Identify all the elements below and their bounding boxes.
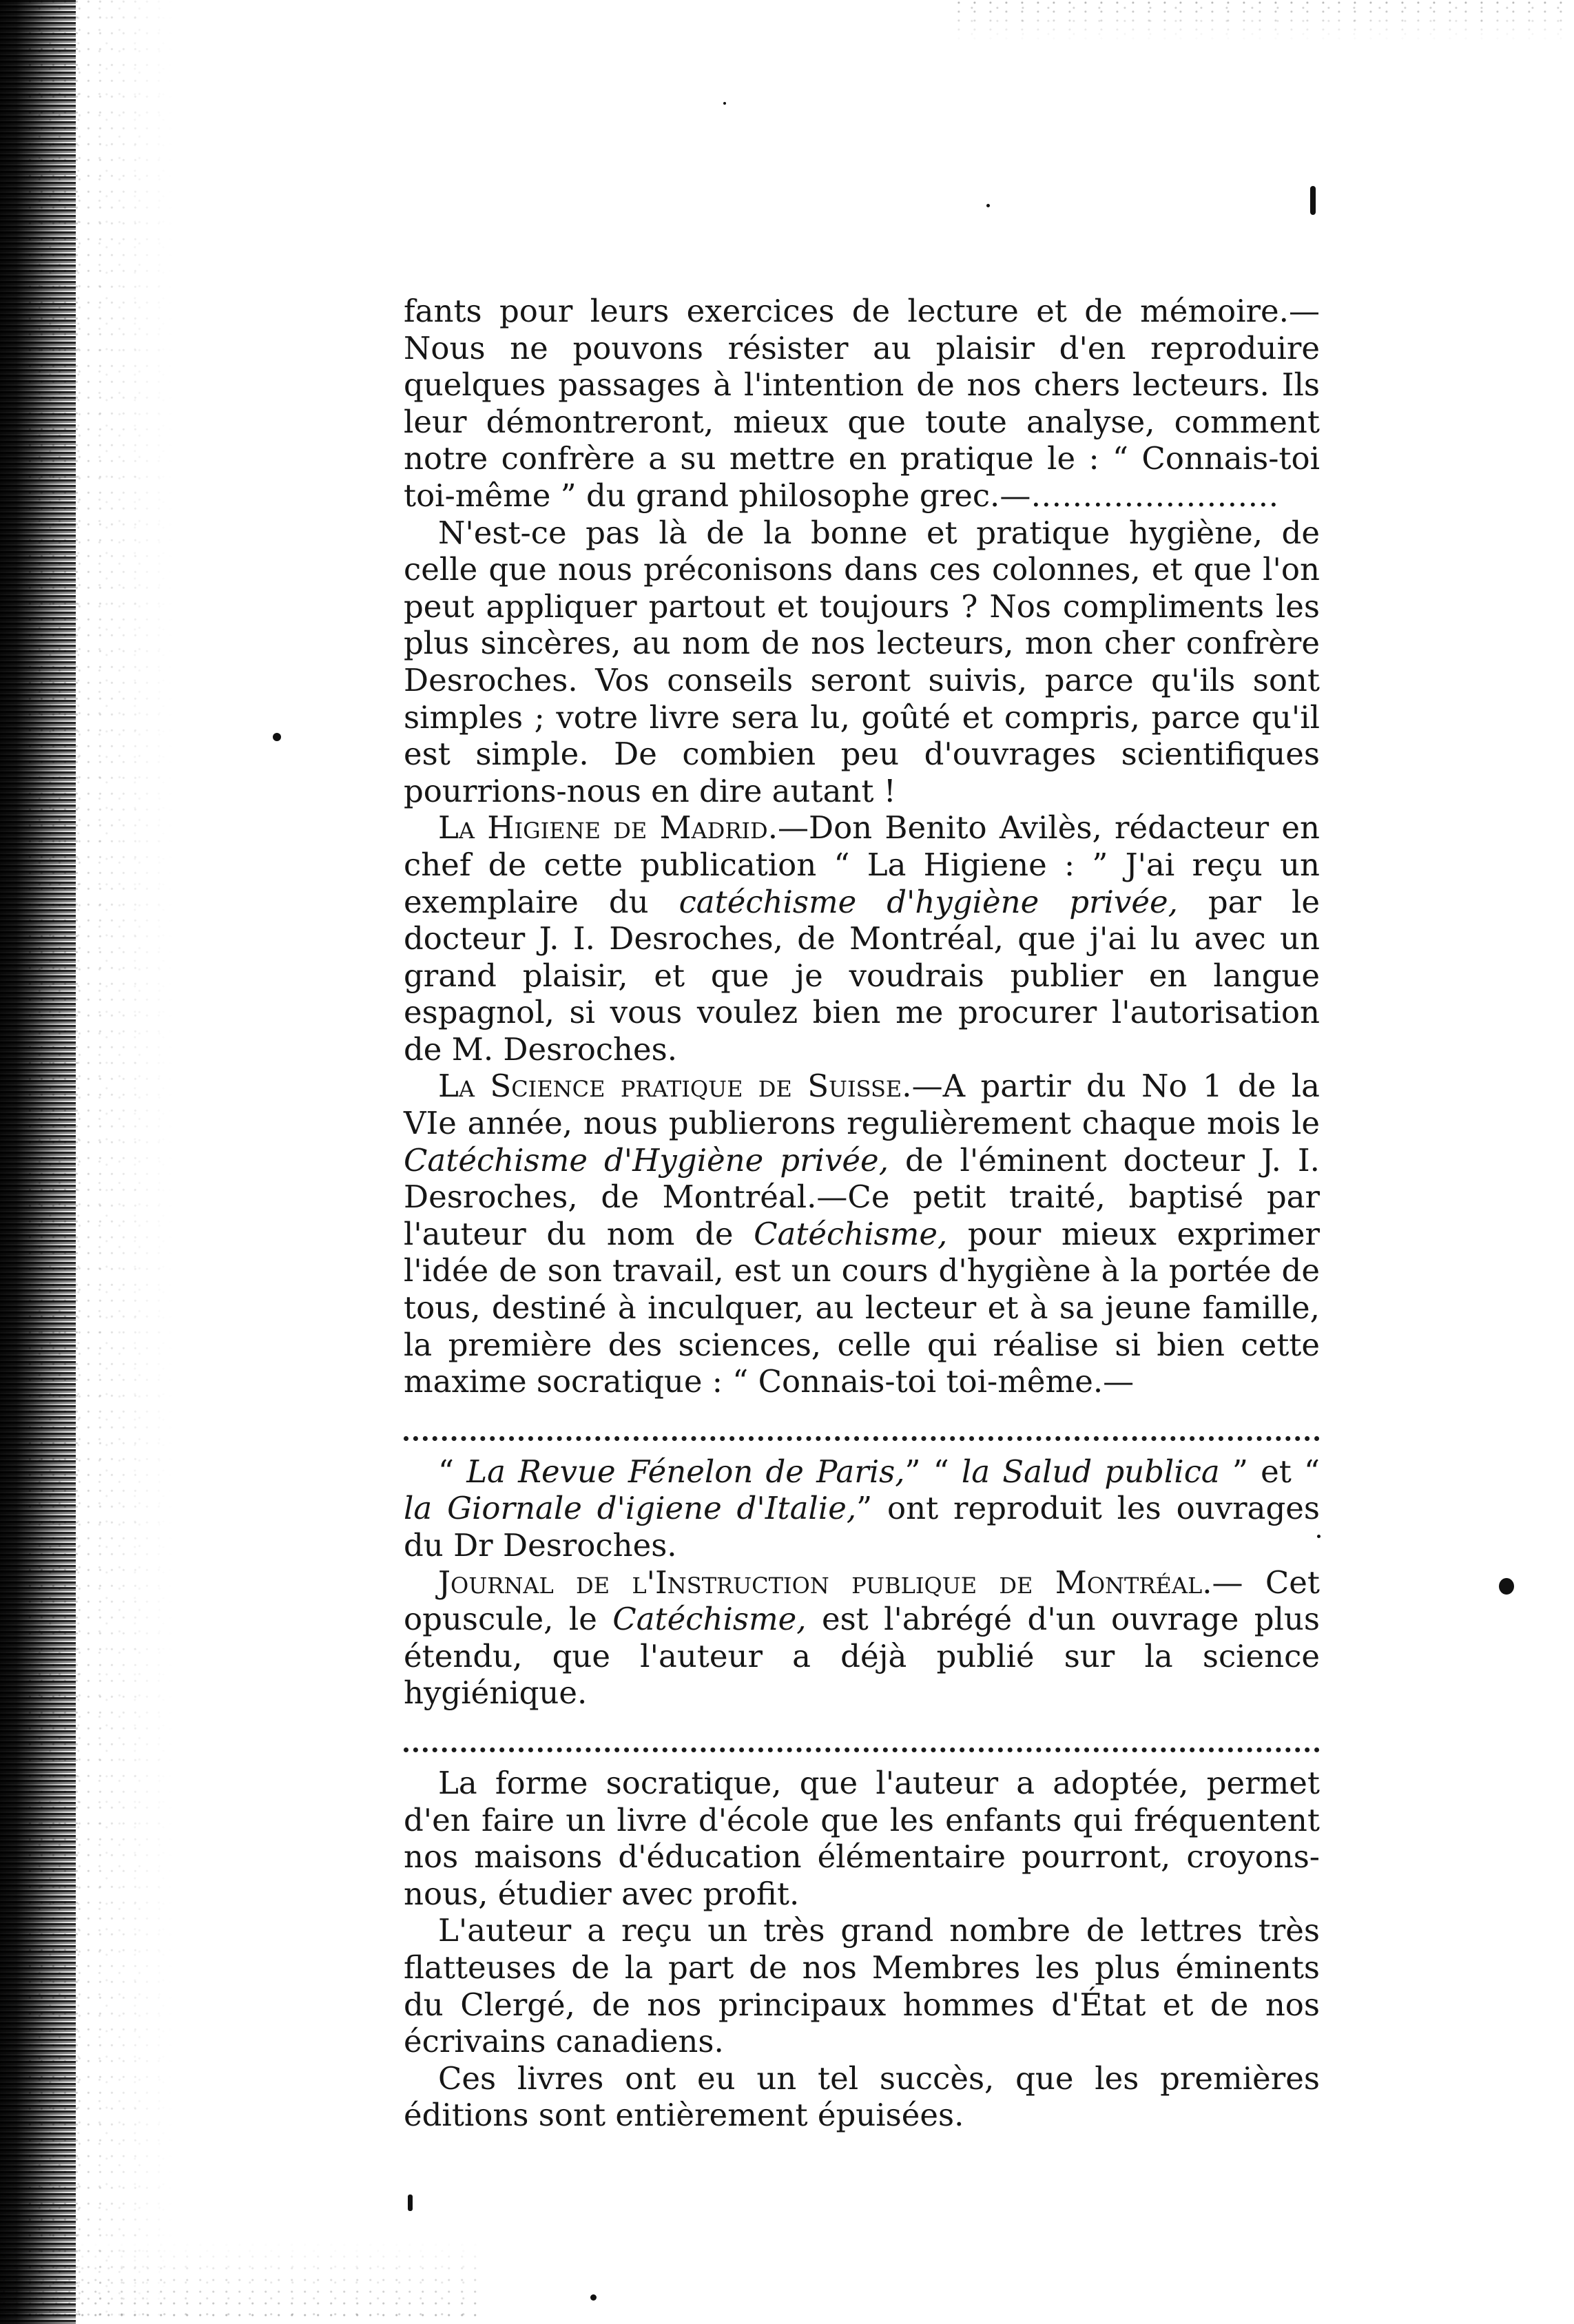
paragraph-text: fants pour leurs exercices de lecture et de mémoire.—Nous ne pouvons résister au plaisir d'en reproduire quelques passages à l'intention de nos chers lecteurs. Ils leur démontreront, mieux que toute analyse, comment notre confrère a su mettre en pratique le : “ Connais-toi toi-même ” du grand philosophe grec.—……………………	[404, 293, 1320, 514]
paragraph-text: de l'éminent docteur J. I. Desroches, de Montréal.—Ce petit traité, baptisé par l'auteur du nom de	[404, 1141, 1320, 1252]
publication-title: la Giornale d'igiene d'Italie,	[404, 1490, 857, 1527]
paragraph-text: par le docteur J. I. Desroches, de Montréal, que j'ai lu avec un grand plaisir, et que je voudrais publier en langue espagnol, si vous voulez bien me procurer l'autorisation de M. Desroches.	[404, 883, 1320, 1068]
publication-title: la Salud publica	[961, 1453, 1220, 1490]
ink-speck	[590, 2294, 597, 2301]
paragraph-lettres	[404, 1912, 1320, 2060]
ink-mark	[408, 2195, 413, 2211]
paragraph-succes	[404, 2060, 1320, 2134]
paragraph-text: ” et “	[1219, 1453, 1321, 1490]
paragraph-journal-instruction	[404, 1564, 1320, 1712]
source-heading: La Higiene de Madrid.	[438, 809, 778, 847]
book-title: catéchisme d'hygiène privée,	[679, 883, 1178, 920]
book-title: Catéchisme d'Hygiène privée,	[404, 1141, 889, 1179]
paragraph-commentary	[404, 515, 1320, 810]
paragraph-text: —A partir du No 1 de la VIe année, nous publierons regulièrement chaque mois le	[404, 1068, 1320, 1142]
paragraph-text: est l'abrégé d'un ouvrage plus étendu, que l'auteur a déjà publié sur la science hygiénique.	[404, 1601, 1320, 1712]
paragraph-text: ” ont reproduit les ouvrages du Dr Desroches.	[404, 1490, 1320, 1564]
paragraph-text: “	[438, 1453, 467, 1490]
paragraph-text: ” “	[904, 1453, 962, 1490]
source-heading: La Science pratique de Suisse.	[438, 1068, 912, 1105]
scan-top-edge-noise	[954, 0, 1574, 41]
scan-left-edge-noise	[28, 0, 172, 2324]
publication-title: La Revue Fénelon de Paris,	[466, 1453, 905, 1490]
paragraph-text: L'auteur a reçu un très grand nombre de lettres très flatteuses de la part de nos Membres les plus éminents du Clergé, de nos principaux hommes d'État et de nos écrivains canadiens.	[404, 1912, 1320, 2060]
ink-speck	[723, 102, 726, 105]
book-title: Catéchisme,	[754, 1215, 948, 1252]
ink-blot	[1499, 1578, 1514, 1595]
dotted-separator	[404, 1727, 1320, 1752]
paragraph-text: — Cet opuscule, le	[404, 1564, 1320, 1638]
paragraph-higiene-madrid	[404, 809, 1320, 1068]
paragraph-text: Ces livres ont eu un tel succès, que les premières éditions sont entièrement épuisées.	[404, 2060, 1320, 2134]
source-heading: Journal de l'Instruction publique de Montréal.	[438, 1564, 1212, 1601]
paragraph-text: N'est-ce pas là de la bonne et pratique hygiène, de celle que nous préconisons dans ces colonnes, et que l'on peut appliquer partout et toujours ? Nos compliments les plus sincères, au nom de nos lecteurs, mon cher confrère Desroches. Vos conseils seront suivis, parce qu'ils sont simples ; votre livre sera lu, goûté et compris, parce qu'il est simple. De combien peu d'ouvrages scientifiques pourrions-nous en dire autant !	[404, 514, 1320, 809]
dotted-separator	[404, 1415, 1320, 1441]
paragraph-text: —Don Benito Avilès, rédacteur en chef de cette publication “ La Higiene : ” J'ai reçu un exemplaire du	[404, 809, 1321, 920]
paragraph-forme-socratique	[404, 1765, 1320, 1912]
paragraph-continued	[404, 293, 1320, 515]
paragraph-science-pratique	[404, 1068, 1320, 1400]
scan-bottom-edge-noise	[0, 2241, 482, 2324]
ink-speck	[986, 204, 990, 207]
book-title: Catéchisme,	[612, 1601, 807, 1638]
paragraph-revues	[404, 1453, 1320, 1564]
paragraph-text: La forme socratique, que l'auteur a adoptée, permet d'en faire un livre d'école que les enfants qui fréquentent nos maisons d'éducation élémentaire pourront, croyons-nous, étudier avec profit.	[404, 1764, 1320, 1912]
ink-speck	[273, 733, 281, 741]
ink-mark	[1310, 186, 1316, 215]
page-text	[404, 293, 1320, 2134]
paragraph-text: pour mieux exprimer l'idée de son travail, est un cours d'hygiène à la portée de tous, destiné à inculquer, au lecteur et à sa jeune famille, la première des sciences, celle qui réalise si bien cette maxime socratique : “ Connais-toi toi-même.—	[404, 1215, 1321, 1400]
